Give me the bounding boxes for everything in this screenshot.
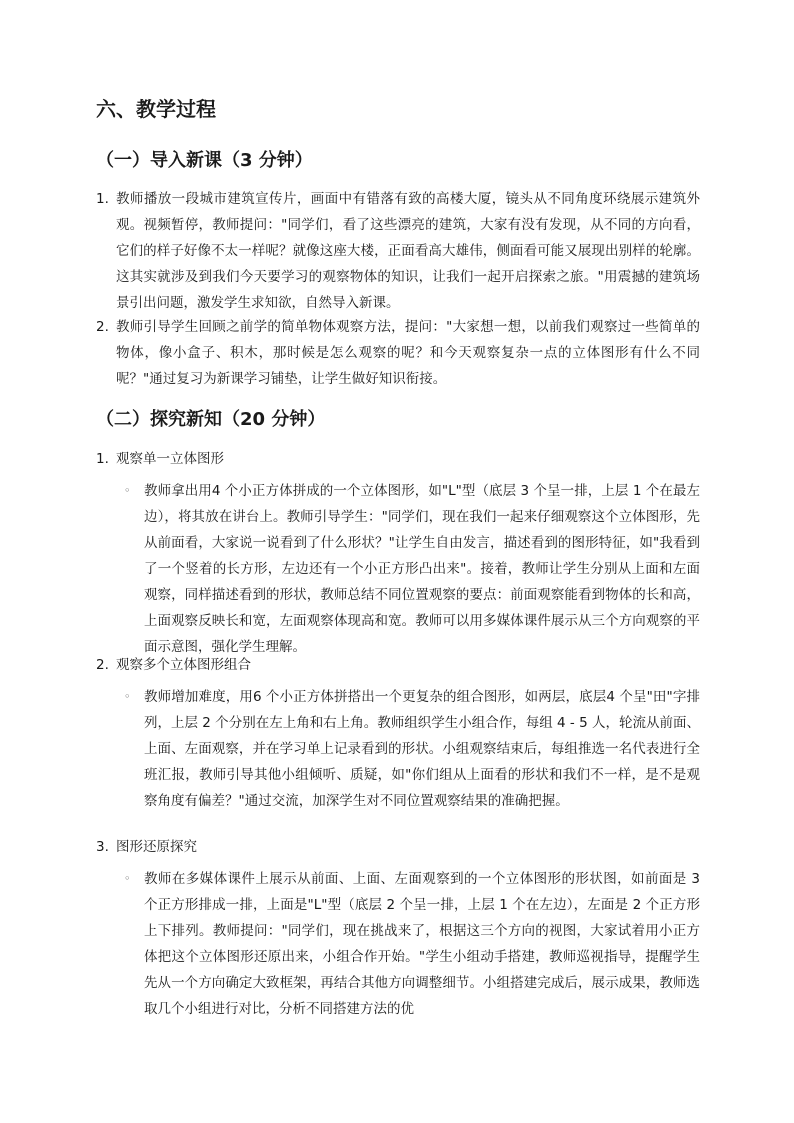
part2-item2-text: 教师增加难度，用6 个小正方体拼搭出一个更复杂的组合图形，如两层，底层4 个呈"田"字排列，上层 2 个分别在左上角和右上角。教师组织学生小组合作，每组 4 - 5 人，轮流从前面、上面、左面观察，并在学习单上记录看到的形状。小组观察结束后，每组推选一名代表进行全班汇报，教师引导其他小组倾听、质疑，如"你们组从上面看的形状和我们不一样，是不是观察角度有偏差？"通过交流，加深学生对不同位置观察结果的准确把握。 — [144, 689, 700, 809]
part2-item1-marker: 1. — [96, 451, 109, 467]
part1-item1-marker: 1. — [96, 191, 109, 207]
part1-heading: （一）导入新课（3 分钟） — [96, 150, 313, 171]
part1-item2-marker: 2. — [96, 319, 109, 335]
part2-item3-marker: 3. — [96, 839, 109, 855]
part2-item2-label: 观察多个立体图形组合 — [116, 657, 251, 673]
part2-item2-marker: 2. — [96, 657, 109, 673]
part2-item1-label: 观察单一立体图形 — [116, 451, 224, 467]
part2-item3-label: 图形还原探究 — [116, 839, 197, 855]
part2-item3-bullet: ◦ — [124, 872, 131, 885]
section-title: 六、教学过程 — [96, 97, 216, 121]
part2-heading: （二）探究新知（20 分钟） — [96, 409, 326, 430]
part1-item2-text: 教师引导学生回顾之前学的简单物体观察方法，提问："大家想一想，以前我们观察过一些简单的物体，像小盒子、积木，那时候是怎么观察的呢？和今天观察复杂一点的立体图形有什么不同呢？"通过复习为新课学习铺垫，让学生做好知识衔接。 — [116, 319, 700, 387]
part1-item1-text: 教师播放一段城市建筑宣传片，画面中有错落有致的高楼大厦，镜头从不同角度环绕展示建筑外观。视频暂停，教师提问："同学们，看了这些漂亮的建筑，大家有没有发现，从不同的方向看，它们的样子好像不太一样呢？就像这座大楼，正面看高大雄伟，侧面看可能又展现出别样的轮廓。这其实就涉及到我们今天要学习的观察物体的知识，让我们一起开启探索之旅。"用震撼的建筑场景引出问题，激发学生求知欲，自然导入新课。 — [116, 191, 700, 311]
part2-item1-text: 教师拿出用4 个小正方体拼成的一个立体图形，如"L"型（底层 3 个呈一排，上层 1 个在最左边），将其放在讲台上。教师引导学生："同学们，现在我们一起来仔细观察这个立体图形，先从前面看，大家说一说看到了什么形状？"让学生自由发言，描述看到的图形特征，如"我看到了一个竖着的长方形，左边还有一个小正方形凸出来"。接着，教师让学生分别从上面和左面观察，同样描述看到的形状，教师总结不同位置观察的要点：前面观察能看到物体的长和高，上面观察反映长和宽，左面观察体现高和宽。教师可以用多媒体课件展示从三个方向观察的平面示意图，强化学生理解。 — [144, 483, 700, 655]
part2-item2-bullet: ◦ — [124, 690, 131, 703]
part2-item1-bullet: ◦ — [124, 484, 131, 497]
part2-item3-text: 教师在多媒体课件上展示从前面、上面、左面观察到的一个立体图形的形状图，如前面是 3 个正方形排成一排，上面是"L"型（底层 2 个呈一排，上层 1 个在左边），左面是 2 个正方形上下排列。教师提问："同学们，现在挑战来了，根据这三个方向的视图，大家试着用小正方体把这个立体图形还原出来，小组合作开始。"学生小组动手搭建，教师巡视指导，提醒学生先从一个方向确定大致框架，再结合其他方向调整细节。小组搭建完成后，展示成果，教师选取几个小组进行对比，分析不同搭建方法的优 — [144, 871, 700, 1017]
